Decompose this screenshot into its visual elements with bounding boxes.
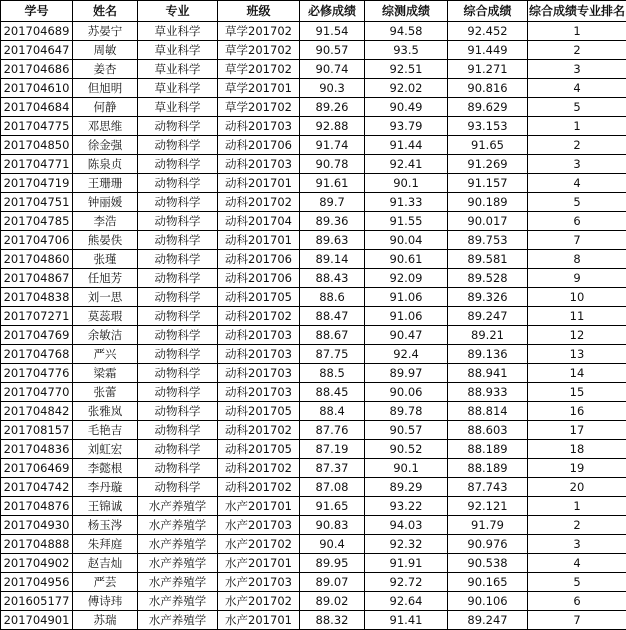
name-cell: 刘一思 — [73, 288, 138, 307]
major-cell: 草业科学 — [138, 79, 218, 98]
required-score-cell: 88.5 — [300, 364, 365, 383]
table-row — [1, 269, 626, 288]
required-score-cell: 88.47 — [300, 307, 365, 326]
composite-score-cell: 89.629 — [448, 98, 528, 117]
evaluation-score-cell: 92.64 — [365, 592, 448, 611]
required-score-cell: 87.19 — [300, 440, 365, 459]
table-header — [1, 1, 626, 22]
required-score-cell: 88.67 — [300, 326, 365, 345]
table-row — [1, 573, 626, 592]
table-row — [1, 497, 626, 516]
rank-cell: 14 — [528, 364, 626, 383]
student-id-cell: 201704838 — [1, 288, 73, 307]
evaluation-score-cell: 92.51 — [365, 60, 448, 79]
required-score-cell: 90.83 — [300, 516, 365, 535]
required-score-cell: 89.02 — [300, 592, 365, 611]
major-cell: 动物科学 — [138, 231, 218, 250]
composite-score-cell: 91.449 — [448, 41, 528, 60]
name-cell: 姜杏 — [73, 60, 138, 79]
class-cell: 动科201701 — [218, 231, 300, 250]
student-id-cell: 201704751 — [1, 193, 73, 212]
composite-score-cell: 92.121 — [448, 497, 528, 516]
rank-cell: 3 — [528, 60, 626, 79]
major-cell: 草业科学 — [138, 41, 218, 60]
name-cell: 何静 — [73, 98, 138, 117]
required-score-cell: 90.3 — [300, 79, 365, 98]
required-score-cell: 89.7 — [300, 193, 365, 212]
major-cell: 草业科学 — [138, 22, 218, 41]
composite-score-cell: 88.933 — [448, 383, 528, 402]
name-cell: 李懿根 — [73, 459, 138, 478]
major-cell: 动物科学 — [138, 440, 218, 459]
class-cell: 动科201704 — [218, 212, 300, 231]
rank-cell: 16 — [528, 402, 626, 421]
major-cell: 动物科学 — [138, 345, 218, 364]
required-score-cell: 91.61 — [300, 174, 365, 193]
required-score-cell: 91.74 — [300, 136, 365, 155]
rank-cell: 2 — [528, 41, 626, 60]
rank-cell: 7 — [528, 611, 626, 630]
student-id-cell: 201707271 — [1, 307, 73, 326]
evaluation-score-cell: 92.4 — [365, 345, 448, 364]
student-id-cell: 201704888 — [1, 535, 73, 554]
composite-score-cell: 89.528 — [448, 269, 528, 288]
required-score-cell: 88.6 — [300, 288, 365, 307]
evaluation-score-cell: 90.04 — [365, 231, 448, 250]
class-cell: 水产201703 — [218, 516, 300, 535]
table-row — [1, 592, 626, 611]
major-cell: 动物科学 — [138, 193, 218, 212]
student-id-cell: 201704706 — [1, 231, 73, 250]
student-id-cell: 201704785 — [1, 212, 73, 231]
composite-score-cell: 88.941 — [448, 364, 528, 383]
student-id-cell: 201704719 — [1, 174, 73, 193]
major-cell: 动物科学 — [138, 402, 218, 421]
major-cell: 动物科学 — [138, 174, 218, 193]
composite-score-cell: 91.271 — [448, 60, 528, 79]
required-score-cell: 89.36 — [300, 212, 365, 231]
student-id-cell: 201704768 — [1, 345, 73, 364]
table-row — [1, 364, 626, 383]
table-row — [1, 421, 626, 440]
name-cell: 余敏洁 — [73, 326, 138, 345]
required-score-cell: 88.43 — [300, 269, 365, 288]
evaluation-score-cell: 90.47 — [365, 326, 448, 345]
student-id-cell: 201704769 — [1, 326, 73, 345]
major-cell: 动物科学 — [138, 364, 218, 383]
composite-score-cell: 87.743 — [448, 478, 528, 497]
rank-cell: 6 — [528, 592, 626, 611]
student-id-cell: 201704686 — [1, 60, 73, 79]
composite-score-cell: 88.814 — [448, 402, 528, 421]
major-cell: 草业科学 — [138, 60, 218, 79]
rank-cell: 3 — [528, 155, 626, 174]
composite-score-cell: 90.106 — [448, 592, 528, 611]
composite-score-cell: 89.753 — [448, 231, 528, 250]
composite-score-cell: 90.976 — [448, 535, 528, 554]
rank-cell: 8 — [528, 250, 626, 269]
name-cell: 熊晏佚 — [73, 231, 138, 250]
rank-cell: 13 — [528, 345, 626, 364]
rank-cell: 12 — [528, 326, 626, 345]
class-cell: 水产201702 — [218, 535, 300, 554]
class-cell: 动科201706 — [218, 136, 300, 155]
class-cell: 草学201702 — [218, 98, 300, 117]
name-cell: 徐金强 — [73, 136, 138, 155]
student-id-cell: 201704842 — [1, 402, 73, 421]
major-cell: 动物科学 — [138, 421, 218, 440]
evaluation-score-cell: 93.22 — [365, 497, 448, 516]
class-cell: 动科201703 — [218, 326, 300, 345]
name-cell: 朱拜庭 — [73, 535, 138, 554]
table-row — [1, 231, 626, 250]
student-id-cell: 201704647 — [1, 41, 73, 60]
table-row — [1, 136, 626, 155]
required-score-cell: 89.95 — [300, 554, 365, 573]
evaluation-score-cell: 90.1 — [365, 459, 448, 478]
class-cell: 动科201703 — [218, 345, 300, 364]
student-id-cell: 201704742 — [1, 478, 73, 497]
student-id-cell: 201704610 — [1, 79, 73, 98]
table-row — [1, 22, 626, 41]
composite-score-cell: 88.189 — [448, 440, 528, 459]
class-cell: 水产201701 — [218, 497, 300, 516]
composite-score-cell: 91.79 — [448, 516, 528, 535]
rank-cell: 7 — [528, 231, 626, 250]
rank-cell: 4 — [528, 174, 626, 193]
composite-score-cell: 89.21 — [448, 326, 528, 345]
student-id-cell: 201704860 — [1, 250, 73, 269]
major-cell: 水产养殖学 — [138, 497, 218, 516]
major-cell: 水产养殖学 — [138, 573, 218, 592]
evaluation-score-cell: 91.06 — [365, 288, 448, 307]
evaluation-score-cell: 91.44 — [365, 136, 448, 155]
composite-score-cell: 90.538 — [448, 554, 528, 573]
header-composite-score: 综合成绩 — [448, 1, 528, 22]
class-cell: 动科201705 — [218, 440, 300, 459]
class-cell: 动科201703 — [218, 117, 300, 136]
rank-cell: 9 — [528, 269, 626, 288]
name-cell: 莫蕊瑕 — [73, 307, 138, 326]
evaluation-score-cell: 90.57 — [365, 421, 448, 440]
composite-score-cell: 90.189 — [448, 193, 528, 212]
required-score-cell: 89.14 — [300, 250, 365, 269]
rank-cell: 10 — [528, 288, 626, 307]
name-cell: 张雅岚 — [73, 402, 138, 421]
rank-cell: 4 — [528, 554, 626, 573]
evaluation-score-cell: 92.32 — [365, 535, 448, 554]
major-cell: 动物科学 — [138, 307, 218, 326]
class-cell: 草学201701 — [218, 79, 300, 98]
required-score-cell: 90.74 — [300, 60, 365, 79]
evaluation-score-cell: 94.03 — [365, 516, 448, 535]
composite-score-cell: 91.157 — [448, 174, 528, 193]
rank-cell: 19 — [528, 459, 626, 478]
composite-score-cell: 90.165 — [448, 573, 528, 592]
name-cell: 杨玉涔 — [73, 516, 138, 535]
required-score-cell: 90.78 — [300, 155, 365, 174]
name-cell: 但旭明 — [73, 79, 138, 98]
evaluation-score-cell: 92.41 — [365, 155, 448, 174]
composite-score-cell: 89.247 — [448, 307, 528, 326]
table-row — [1, 174, 626, 193]
table-row — [1, 79, 626, 98]
evaluation-score-cell: 93.79 — [365, 117, 448, 136]
rank-cell: 6 — [528, 212, 626, 231]
table-row — [1, 41, 626, 60]
name-cell: 任旭芳 — [73, 269, 138, 288]
composite-score-cell: 91.65 — [448, 136, 528, 155]
evaluation-score-cell: 90.1 — [365, 174, 448, 193]
class-cell: 动科201702 — [218, 307, 300, 326]
required-score-cell: 88.45 — [300, 383, 365, 402]
student-id-cell: 201704771 — [1, 155, 73, 174]
name-cell: 周敏 — [73, 41, 138, 60]
major-cell: 水产养殖学 — [138, 592, 218, 611]
class-cell: 草学201702 — [218, 60, 300, 79]
student-id-cell: 201704876 — [1, 497, 73, 516]
major-cell: 水产养殖学 — [138, 554, 218, 573]
name-cell: 李浩 — [73, 212, 138, 231]
header-name: 姓名 — [73, 1, 138, 22]
class-cell: 动科201706 — [218, 250, 300, 269]
major-cell: 动物科学 — [138, 288, 218, 307]
class-cell: 动科201702 — [218, 193, 300, 212]
name-cell: 苏晏宁 — [73, 22, 138, 41]
major-cell: 水产养殖学 — [138, 516, 218, 535]
evaluation-score-cell: 89.29 — [365, 478, 448, 497]
rank-cell: 5 — [528, 193, 626, 212]
required-score-cell: 89.26 — [300, 98, 365, 117]
table-row — [1, 345, 626, 364]
table-row — [1, 98, 626, 117]
table-row — [1, 307, 626, 326]
header-major: 专业 — [138, 1, 218, 22]
evaluation-score-cell: 92.02 — [365, 79, 448, 98]
name-cell: 傅诗玮 — [73, 592, 138, 611]
composite-score-cell: 89.581 — [448, 250, 528, 269]
student-id-cell: 201704776 — [1, 364, 73, 383]
name-cell: 严芸 — [73, 573, 138, 592]
name-cell: 刘虹宏 — [73, 440, 138, 459]
class-cell: 动科201703 — [218, 364, 300, 383]
class-cell: 水产201701 — [218, 611, 300, 630]
composite-score-cell: 90.816 — [448, 79, 528, 98]
evaluation-score-cell: 94.58 — [365, 22, 448, 41]
student-id-cell: 201706469 — [1, 459, 73, 478]
required-score-cell: 89.07 — [300, 573, 365, 592]
student-id-cell: 201704956 — [1, 573, 73, 592]
student-id-cell: 201704850 — [1, 136, 73, 155]
table-body — [1, 22, 626, 630]
required-score-cell: 92.88 — [300, 117, 365, 136]
student-id-cell: 201704901 — [1, 611, 73, 630]
major-cell: 动物科学 — [138, 117, 218, 136]
major-cell: 动物科学 — [138, 326, 218, 345]
table-row — [1, 459, 626, 478]
major-cell: 动物科学 — [138, 269, 218, 288]
table-row — [1, 478, 626, 497]
name-cell: 梁霜 — [73, 364, 138, 383]
name-cell: 李丹璇 — [73, 478, 138, 497]
class-cell: 动科201703 — [218, 155, 300, 174]
table-row — [1, 383, 626, 402]
composite-score-cell: 89.247 — [448, 611, 528, 630]
composite-score-cell: 88.603 — [448, 421, 528, 440]
required-score-cell: 88.32 — [300, 611, 365, 630]
name-cell: 钟丽媛 — [73, 193, 138, 212]
composite-score-cell: 93.153 — [448, 117, 528, 136]
table-row — [1, 554, 626, 573]
composite-score-cell: 88.189 — [448, 459, 528, 478]
student-id-cell: 201605177 — [1, 592, 73, 611]
student-id-cell: 201704775 — [1, 117, 73, 136]
major-cell: 动物科学 — [138, 250, 218, 269]
class-cell: 动科201702 — [218, 459, 300, 478]
header-class: 班级 — [218, 1, 300, 22]
required-score-cell: 91.65 — [300, 497, 365, 516]
header-row — [1, 1, 626, 22]
table-row — [1, 326, 626, 345]
name-cell: 王珊珊 — [73, 174, 138, 193]
major-cell: 动物科学 — [138, 136, 218, 155]
evaluation-score-cell: 92.72 — [365, 573, 448, 592]
evaluation-score-cell: 92.09 — [365, 269, 448, 288]
composite-score-cell: 92.452 — [448, 22, 528, 41]
class-cell: 草学201702 — [218, 22, 300, 41]
required-score-cell: 87.75 — [300, 345, 365, 364]
rank-cell: 1 — [528, 497, 626, 516]
student-id-cell: 201704770 — [1, 383, 73, 402]
table-row — [1, 402, 626, 421]
class-cell: 水产201703 — [218, 573, 300, 592]
rank-cell: 11 — [528, 307, 626, 326]
major-cell: 动物科学 — [138, 478, 218, 497]
major-cell: 动物科学 — [138, 383, 218, 402]
header-student-id: 学号 — [1, 1, 73, 22]
evaluation-score-cell: 89.78 — [365, 402, 448, 421]
student-id-cell: 201704689 — [1, 22, 73, 41]
evaluation-score-cell: 90.52 — [365, 440, 448, 459]
student-id-cell: 201704930 — [1, 516, 73, 535]
table-row — [1, 516, 626, 535]
class-cell: 动科201702 — [218, 478, 300, 497]
required-score-cell: 89.63 — [300, 231, 365, 250]
composite-score-cell: 91.269 — [448, 155, 528, 174]
student-id-cell: 201704684 — [1, 98, 73, 117]
table-row — [1, 155, 626, 174]
class-cell: 水产201701 — [218, 554, 300, 573]
required-score-cell: 88.4 — [300, 402, 365, 421]
name-cell: 毛艳吉 — [73, 421, 138, 440]
rank-cell: 5 — [528, 98, 626, 117]
name-cell: 邓思维 — [73, 117, 138, 136]
name-cell: 王锦诚 — [73, 497, 138, 516]
required-score-cell: 90.57 — [300, 41, 365, 60]
required-score-cell: 87.76 — [300, 421, 365, 440]
evaluation-score-cell: 91.33 — [365, 193, 448, 212]
required-score-cell: 87.08 — [300, 478, 365, 497]
evaluation-score-cell: 89.97 — [365, 364, 448, 383]
table-row — [1, 250, 626, 269]
rank-cell: 2 — [528, 136, 626, 155]
required-score-cell: 87.37 — [300, 459, 365, 478]
name-cell: 严兴 — [73, 345, 138, 364]
major-cell: 动物科学 — [138, 212, 218, 231]
name-cell: 赵吉灿 — [73, 554, 138, 573]
class-cell: 动科201705 — [218, 288, 300, 307]
table-row — [1, 440, 626, 459]
class-cell: 动科201703 — [218, 383, 300, 402]
name-cell: 苏瑞 — [73, 611, 138, 630]
major-cell: 水产养殖学 — [138, 535, 218, 554]
rank-cell: 2 — [528, 516, 626, 535]
class-cell: 动科201706 — [218, 269, 300, 288]
evaluation-score-cell: 90.61 — [365, 250, 448, 269]
rank-cell: 1 — [528, 22, 626, 41]
name-cell: 张瑾 — [73, 250, 138, 269]
class-cell: 动科201705 — [218, 402, 300, 421]
table-row — [1, 288, 626, 307]
rank-cell: 18 — [528, 440, 626, 459]
evaluation-score-cell: 91.91 — [365, 554, 448, 573]
class-cell: 草学201702 — [218, 41, 300, 60]
student-id-cell: 201704902 — [1, 554, 73, 573]
composite-score-cell: 89.136 — [448, 345, 528, 364]
evaluation-score-cell: 91.55 — [365, 212, 448, 231]
table-row — [1, 193, 626, 212]
name-cell: 张蕾 — [73, 383, 138, 402]
rank-cell: 17 — [528, 421, 626, 440]
name-cell: 陈泉贞 — [73, 155, 138, 174]
required-score-cell: 91.54 — [300, 22, 365, 41]
header-required-score: 必修成绩 — [300, 1, 365, 22]
table-row — [1, 60, 626, 79]
evaluation-score-cell: 93.5 — [365, 41, 448, 60]
major-cell: 动物科学 — [138, 459, 218, 478]
table-row — [1, 212, 626, 231]
rank-cell: 4 — [528, 79, 626, 98]
required-score-cell: 90.4 — [300, 535, 365, 554]
rank-cell: 1 — [528, 117, 626, 136]
class-cell: 动科201702 — [218, 421, 300, 440]
composite-score-cell: 90.017 — [448, 212, 528, 231]
rank-cell: 5 — [528, 573, 626, 592]
table-row — [1, 535, 626, 554]
rank-cell: 3 — [528, 535, 626, 554]
table-row — [1, 611, 626, 630]
major-cell: 水产养殖学 — [138, 611, 218, 630]
class-cell: 水产201702 — [218, 592, 300, 611]
major-cell: 草业科学 — [138, 98, 218, 117]
evaluation-score-cell: 91.41 — [365, 611, 448, 630]
header-major-rank: 综合成绩专业排名 — [528, 1, 626, 22]
class-cell: 动科201701 — [218, 174, 300, 193]
major-cell: 动物科学 — [138, 155, 218, 174]
student-id-cell: 201704836 — [1, 440, 73, 459]
composite-score-cell: 89.326 — [448, 288, 528, 307]
rank-cell: 15 — [528, 383, 626, 402]
evaluation-score-cell: 90.49 — [365, 98, 448, 117]
evaluation-score-cell: 90.06 — [365, 383, 448, 402]
student-id-cell: 201708157 — [1, 421, 73, 440]
student-id-cell: 201704867 — [1, 269, 73, 288]
table-row — [1, 117, 626, 136]
evaluation-score-cell: 91.06 — [365, 307, 448, 326]
rank-cell: 20 — [528, 478, 626, 497]
header-evaluation-score: 综测成绩 — [365, 1, 448, 22]
